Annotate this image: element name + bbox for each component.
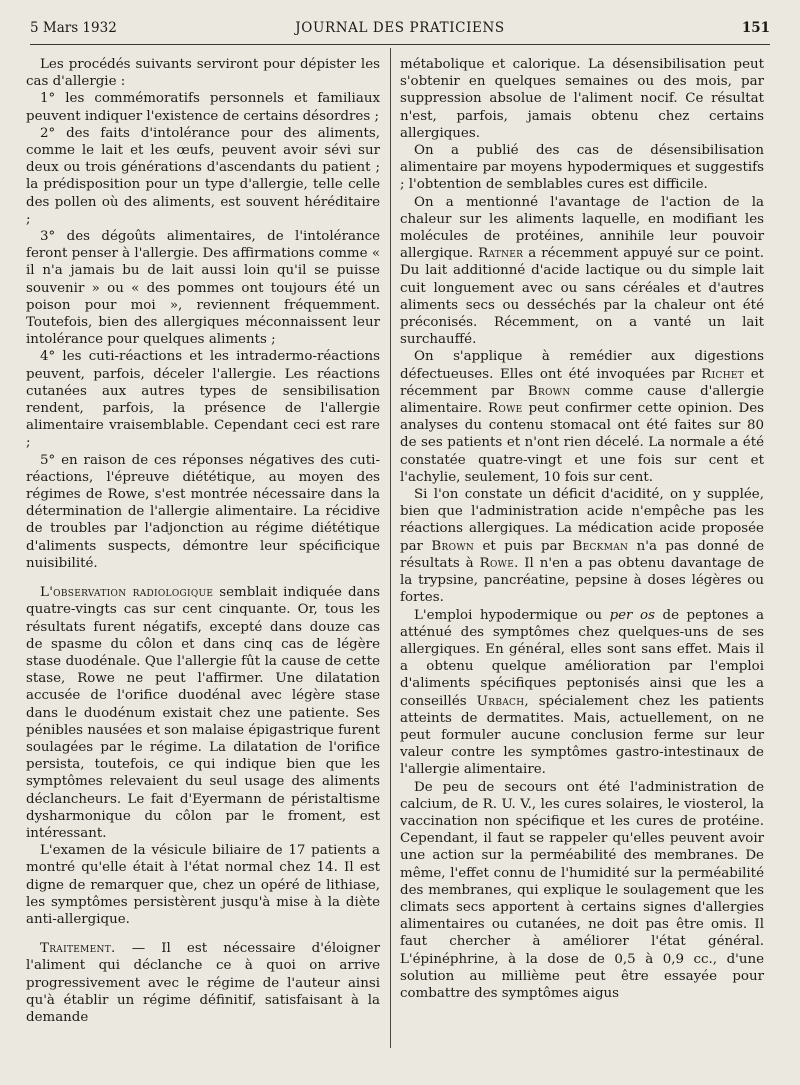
paragraph-text: — Il est nécessaire d'éloigner l'aliment qui déclanche ce à quoi on arrive progressivement avec le régime de l'auteur ainsi qu'à établir un régime définitif, satisfaisant à la demande xyxy=(26,941,380,1025)
paragraph-text: Si l'on constate un déficit d'acidité, on y supplée, bien que l'administration acide n'empêche pas les réactions allergiques. La médication acide proposée par xyxy=(400,487,764,554)
section-heading-traitement: Traitement. xyxy=(40,941,116,957)
author-name: Brown xyxy=(527,383,571,399)
paragraph: Les procédés suivants serviront pour dépister les cas d'allergie : xyxy=(26,57,380,90)
paragraph xyxy=(26,940,380,1026)
author-name: Urbach xyxy=(476,693,525,709)
author-name: Ratner xyxy=(478,246,524,262)
paragraph xyxy=(400,486,764,606)
paragraph: métabolique et calorique. La désensibilisation peut s'obtenir en quelques semaines ou des mois, par suppression absolue de l'aliment nocif. Ce résultat n'est, parfois, jamais obtenu chez certains allergiques. xyxy=(400,57,764,141)
paragraph-text: n'a pas donné de résultats à xyxy=(400,538,765,571)
paragraph-text: On a mentionné l'avantage de l'action de la chaleur sur les aliments laquelle, en modifiant les molécules de protéines, annihile leur pouvoir allergique. xyxy=(400,194,764,262)
paragraph-text: et récemment par xyxy=(400,366,764,399)
paragraph: 4° les cuti-réactions et les intradermo-réactions peuvent, parfois, déceler l'allergie. Les réactions cutanées aux autres types de sensibilisation rendent, parfois, la présence de l'allergie alimentaire vraisemblable. Cependant ceci est rare ; xyxy=(26,349,380,451)
right-column xyxy=(400,56,764,1002)
paragraph: 2° des faits d'intolérance pour des aliments, comme le lait et les œufs, peuvent avoir sévi sur deux ou trois générations d'ascendants du patient ; la prédisposition pour un type d'allergie, telle celle des pollen où des aliments, est souvent héréditaire ; xyxy=(26,125,380,227)
paragraph: L'examen de la vésicule biliaire de 17 patients a montré qu'elle était à l'état normal chez 14. Il est digne de remarquer que, chez un opéré de lithiase, les symptômes persistèrent jusqu'à mise à la diète anti-allergique. xyxy=(26,843,380,927)
section-heading-radiologique: L'observation radiologique xyxy=(40,585,214,601)
paragraph: De peu de secours ont été l'administration de calcium, de R. U. V., les cures solaires, le viosterol, la vaccination non spécifique et les cures de protéine. Cependant, il faut se rappeler qu'elles peuvent avoir une action sur la perméabilité des membranes. De même, l'effet connu de l'humidité sur la perméabilité des membranes, qui explique le soulagement que les climats secs apportent à certains signes d'allergies alimentaires ou cutanées, ne doit pas être omis. Il faut chercher à améliorer l'état général. L'épinéphrine, à la dose de 0,5 à 0,9 cc., d'une solution au millième peut être essayée pour combattre des symptômes aigus xyxy=(400,779,764,1001)
paragraph-text: comme cause d'allergie alimentaire. xyxy=(400,383,764,417)
paragraph xyxy=(26,584,380,842)
author-name: Brown xyxy=(431,538,475,554)
paragraph-text: , spécialement chez les patients atteints de dermatites. Mais, actuellement, on ne peut formuler aucune conclusion ferme sur leur valeur contre les symptômes gastro-intestinaux de l'allergie alimentaire. xyxy=(400,693,764,778)
paragraph: 1° les commémoratifs personnels et familiaux peuvent indiquer l'existence de certains désordres ; xyxy=(26,91,380,124)
paragraph-text: L'emploi hypodermique ou xyxy=(414,607,610,623)
paragraph-text: . Il n'en a pas obtenu davantage de la trypsine, pancréatine, pepsine à doses légères ou fortes. xyxy=(400,555,765,606)
paragraph-text: On s'applique à remédier aux digestions défectueuses. Elles ont été invoquées par xyxy=(400,349,764,382)
journal-title: JOURNAL DES PRATICIENS xyxy=(295,20,505,36)
paragraph: On a publié des cas de désensibilisation alimentaire par moyens hypodermiques et suggestifs ; l'obtention de semblables cures est difficile. xyxy=(400,143,764,193)
author-name: Richet xyxy=(701,366,745,382)
author-name: Beckman xyxy=(572,538,629,554)
author-name: Rowe xyxy=(479,555,515,571)
paragraph-text: semblait indiquée dans quatre-vingts cas sur cent cinquante. Or, tous les résultats furent négatifs, excepté dans douze cas de spasme du côlon et dans cinq cas de légère stase duodénale. Que l'allergie fût la cause de cette stase, Rowe ne peut l'affirmer. Une dilatation accusée de l'orifice duodénal avec légère stase dans le duodénum existait chez une patiente. Ses pénibles nausées et son malaise épigastrique furent soulagées par le régime. La dilatation de l'orifice persista, toutefois, ce qui indique bien que les symptômes relevaient du seul usage des aliments déclancheurs. Le fait d'Eyermann de péristaltisme dysharmonique du côlon par le froment, est intéressant. xyxy=(26,585,380,841)
left-column xyxy=(26,56,380,1026)
page-header xyxy=(30,20,770,42)
page-number: 151 xyxy=(741,20,770,36)
author-name: Rowe xyxy=(488,401,523,417)
paragraph-text: et puis par xyxy=(474,538,573,554)
paragraph-text: peut confirmer cette opinion. Des analyses du contenu stomacal ont été faites sur 80 de ses patients et n'ont rien décelé. La normale a été constatée quatre-vingt et une fois sur cent et l'achylie, seulement, 10 fois sur cent. xyxy=(400,401,764,485)
header-rule xyxy=(30,44,770,45)
italic-term: per os xyxy=(609,607,655,623)
paragraph: 5° en raison de ces réponses négatives des cuti-réactions, l'épreuve diététique, au moyen des régimes de Rowe, s'est montrée nécessaire dans la détermination de l'allergie alimentaire. La récidive de troubles par l'adjonction au régime diététique d'aliments suspects, démontre leur spécificique nuisibilité. xyxy=(26,452,380,571)
paragraph xyxy=(400,194,764,349)
paragraph-text: de peptones a atténué des symptômes chez quelques-uns de ses allergiques. En général, elles sont sans effet. Mais il a obtenu quelque amélioration par l'emploi d'aliments spécifiques peptonisés ainsi que les a conseillés xyxy=(400,607,765,709)
issue-date: 5 Mars 1932 xyxy=(30,20,117,36)
paragraph xyxy=(400,607,764,779)
paragraph: 3° des dégoûts alimentaires, de l'intolérance feront penser à l'allergie. Des affirmations comme « il n'a jamais bu de lait aussi loin qu'il se puisse souvenir » ou « des pommes ont toujours été un poison pour moi », reviennent fréquemment. Toutefois, bien des allergiques méconnaissent leur intolérance pour quelques aliments ; xyxy=(26,229,381,348)
paragraph xyxy=(400,348,764,486)
column-divider xyxy=(390,48,391,1048)
paragraph-text: a récemment appuyé sur ce point. Du lait additionné d'acide lactique ou du simple lait cuit longuement avec ou sans céréales et d'autres aliments secs ou desséchés par la chaleur ont été préconisés. Récemment, on a vanté un lait surchauffé. xyxy=(400,246,764,348)
